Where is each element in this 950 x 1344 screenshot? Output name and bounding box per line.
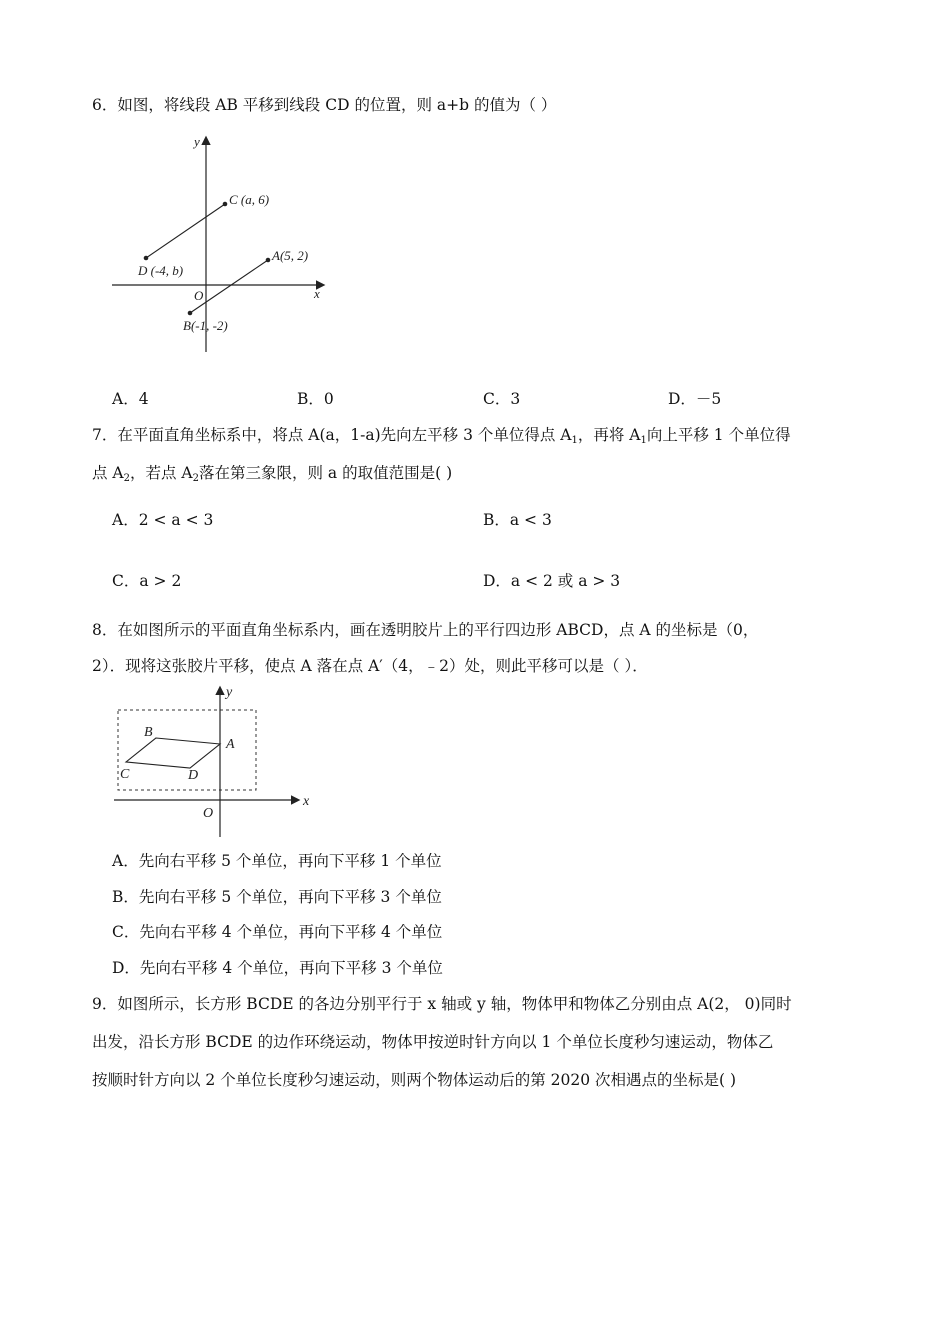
- q8-option-c: C．先向右平移 4 个单位，再向下平移 4 个单位: [112, 923, 443, 941]
- q6-origin-label: O: [194, 288, 204, 303]
- q6-label-c: C (a, 6): [229, 192, 270, 207]
- q6-label-a: A(5, 2): [272, 248, 309, 263]
- q6-figure: [108, 132, 333, 357]
- q9-line3: 按顺时针方向以 2 个单位长度秒匀速运动，则两个物体运动后的第 2020 次相遇点的坐标是( ): [92, 1071, 737, 1089]
- q7-option-d: D．a < 2 或 a > 3: [483, 572, 621, 590]
- q6-label-b: B(-1, -2): [183, 318, 228, 333]
- q6-point-a: [266, 258, 271, 263]
- q7-stem-line1: 7．在平面直角坐标系中，将点 A(a，1-a)先向左平移 3 个单位得点 $A_1$，再将 $A_1$向上平移 1 个单位得: [92, 426, 791, 446]
- q7-option-b: B．a < 3: [483, 511, 552, 529]
- q8-option-a: A．先向右平移 5 个单位，再向下平移 1 个单位: [112, 852, 442, 870]
- q6-option-c: C．3: [483, 390, 521, 408]
- q8-option-d: D．先向右平移 4 个单位，再向下平移 3 个单位: [112, 959, 443, 977]
- q6-y-label: y: [194, 134, 200, 149]
- q8-x-label: x: [303, 794, 310, 809]
- q8-option-b: B．先向右平移 5 个单位，再向下平移 3 个单位: [112, 888, 442, 906]
- q8-figure: [108, 682, 328, 840]
- q6-segment-cd: [146, 204, 225, 258]
- q6-point-d: [144, 256, 149, 261]
- q6-point-c: [223, 202, 228, 207]
- q8-label-c: C: [120, 767, 130, 782]
- q9-line2: 出发，沿长方形 BCDE 的边作环绕运动，物体甲按逆时针方向以 1 个单位长度秒匀速运动，物体乙: [92, 1033, 774, 1051]
- q8-label-a: A: [226, 737, 235, 752]
- q8-film-border: [118, 710, 256, 790]
- q8-label-d: D: [188, 768, 199, 783]
- q7-stem-line2: 点 $A_2$，若点 $A_2$落在第三象限，则 a 的取值范围是( ): [92, 464, 453, 484]
- q8-origin-label: O: [203, 806, 214, 821]
- q8-stem-line1: 8．在如图所示的平面直角坐标系内，画在透明胶片上的平行四边形 ABCD，点 A 的坐标是（0，: [92, 621, 759, 639]
- q6-label-d: D (-4, b): [138, 263, 184, 278]
- q6-x-label: x: [314, 286, 320, 301]
- q6-option-a: A．4: [112, 390, 149, 408]
- q6-stem: 6．如图，将线段 AB 平移到线段 CD 的位置，则 a+b 的值为（ ）: [92, 96, 557, 114]
- q8-stem-line2: 2）．现将这张胶片平移，使点 A 落在点 A′（4，﹣2）处，则此平移可以是（ ）．: [92, 657, 648, 675]
- q7-option-c: C．a > 2: [112, 572, 182, 590]
- q6-option-b: B．0: [297, 390, 334, 408]
- q8-y-label: y: [226, 685, 233, 700]
- q8-parallelogram: [126, 738, 220, 768]
- q9-line1: 9．如图所示，长方形 BCDE 的各边分别平行于 x 轴或 y 轴，物体甲和物体乙分别由点 A(2， 0)同时: [92, 995, 792, 1013]
- q8-label-b: B: [144, 725, 153, 740]
- q6-option-d: D．－5: [668, 390, 722, 408]
- q7-option-a: A．2 < a < 3: [112, 511, 214, 529]
- q6-point-b: [188, 311, 193, 316]
- q6-segment-ab: [190, 260, 268, 313]
